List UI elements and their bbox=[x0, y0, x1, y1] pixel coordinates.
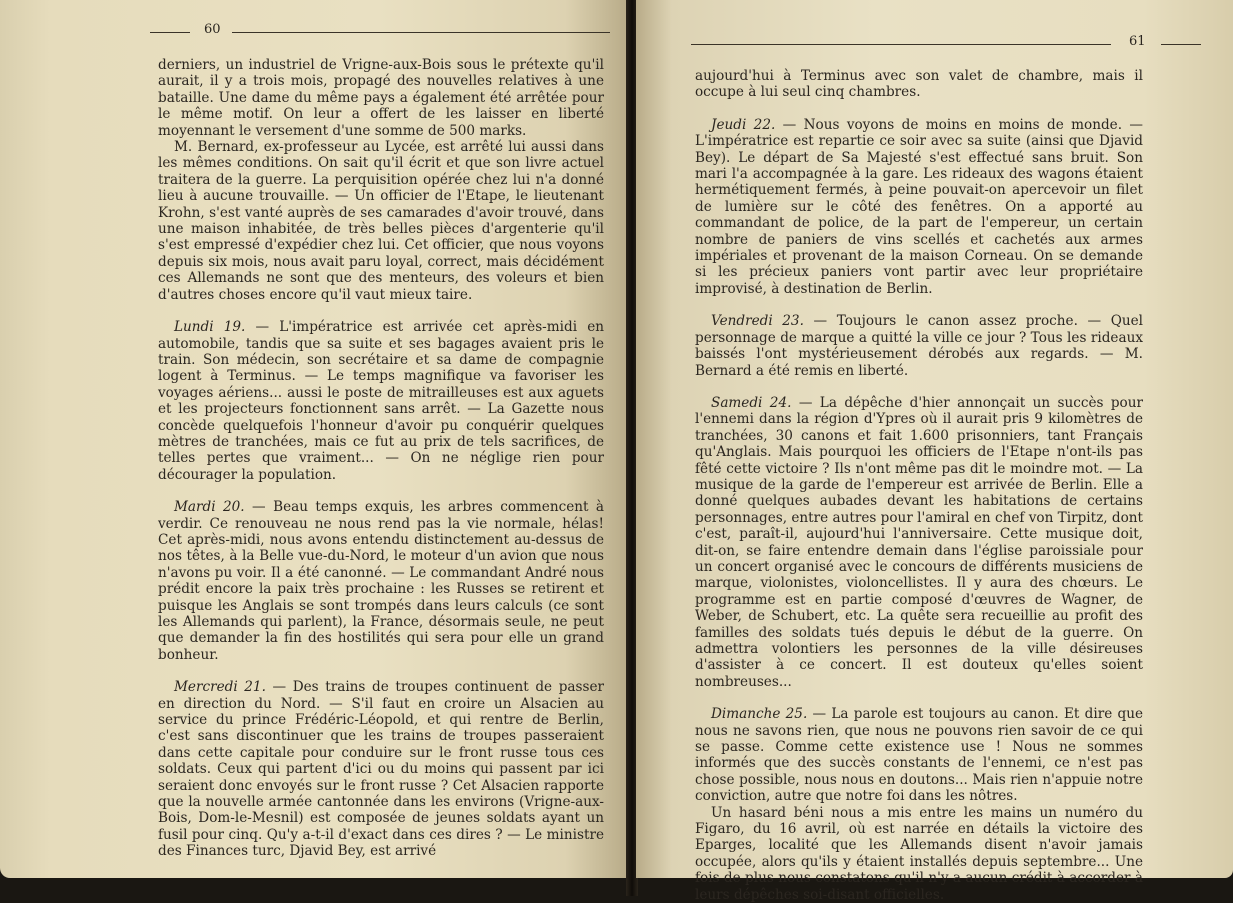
left-page-header bbox=[150, 22, 610, 42]
paragraph: Un hasard béni nous a mis entre les mains un numéro du Figaro, du 16 avril, où est narrée en détails la victoire des Eparges, localité que les Allemands disent n'avoir jamais occupée, alors qu'ils y étaient installés depuis septembre... Une fois de plus nous constatons qu'il n'y a aucun crédit à accorder à leurs dépêches soi-disant officielles. bbox=[695, 804, 1143, 903]
page-number: 60 bbox=[204, 22, 221, 37]
entry-date: Dimanche 25. bbox=[711, 706, 808, 723]
paragraph: Mardi 20. — Beau temps exquis, les arbres commencent à verdir. Ce renouveau ne nous rend pas la vie normale, hélas! Cet après-midi, nous avons entendu distinctement au-dessus de nos têtes, à la Belle vue-du-Nord, le moteur d'un avion que nous n'avons pu voir. Il a été canonné. — Le commandant André nous prédit encore la paix très prochaine : les Russes se retirent et puisque les Anglais se sont trompés dans leurs calculs (ce sont les Allemands qui parlent), la France, désormais seule, ne peut que demander la fin des hostilités qui sera pour elle un grand bonheur. bbox=[158, 499, 604, 663]
header-rule-short bbox=[150, 32, 190, 33]
paragraph: M. Bernard, ex-professeur au Lycée, est arrêté lui aussi dans les mêmes conditions. On sait qu'il écrit et que son livre actuel traitera de la guerre. La perquisition opérée chez lui n'a donné lieu à aucune trouvaille. — Un officier de l'Etape, le lieutenant Krohn, s'est vanté auprès de ses camarades d'avoir trouvé, dans une maison inhabitée, de très belles pièces d'argenterie qu'il s'est empressé d'expédier chez lui. Cet officier, que nous voyons depuis six mois, nous avait paru loyal, correct, mais décidément ces Allemands ne sont que des menteurs, des voleurs et bien d'autres choses encore qu'il vaut mieux taire. bbox=[158, 139, 604, 303]
header-rule-long bbox=[232, 32, 610, 33]
paragraph: aujourd'hui à Terminus avec son valet de chambre, mais il occupe à lui seul cinq chambres. bbox=[695, 68, 1143, 101]
paragraph: derniers, un industriel de Vrigne-aux-Bois sous le prétexte qu'il aurait, il y a trois mois, propagé des nouvelles relatives à une bataille. Une dame du même pays a également été arrêtée pour le même motif. On leur a offert de les laisser en liberté moyennant le versement d'une somme de 500 marks. bbox=[158, 57, 604, 139]
header-rule-long bbox=[691, 44, 1111, 45]
paragraph: Lundi 19. — L'impératrice est arrivée cet après-midi en automobile, tandis que sa suite et ses bagages avaient pris le train. Son médecin, son secrétaire et sa dame de compagnie logent à Terminus. — Le temps magnifique va favoriser les voyages aériens... aussi le poste de mitrailleuses est aux aguets et les projecteurs fonctionnent sans arrêt. — La Gazette nous concède quelquefois l'honneur d'avoir pu conquérir quelques mètres de tranchées, mais ce fut au prix de tels sacrifices, de telles pertes que vraiment... — On ne néglige rien pour décourager la population. bbox=[158, 319, 604, 483]
entry-date: Samedi 24. bbox=[711, 394, 792, 411]
entry-date: Vendredi 23. bbox=[711, 313, 804, 330]
left-page-text bbox=[158, 57, 604, 860]
right-page-text bbox=[695, 68, 1143, 903]
header-rule-short bbox=[1161, 44, 1201, 45]
left-page bbox=[0, 0, 628, 878]
right-page bbox=[636, 0, 1233, 903]
entry-date: Jeudi 22. bbox=[711, 116, 776, 133]
entry-date: Mercredi 21. bbox=[174, 679, 266, 696]
entry-date: Mardi 20. bbox=[174, 499, 245, 516]
paragraph: Samedi 24. — La dépêche d'hier annonçait un succès pour l'ennemi dans la région d'Ypres où il aurait pris 9 kilomètres de tranchées, 30 canons et fait 1.600 prisonniers, tant Français qu'Anglais. Mais pourquoi les officiers de l'Etape n'ont-ils pas fêté cette victoire ? Ils n'ont même pas dit le moindre mot. — La musique de la garde de l'empereur est arrivée de Berlin. Elle a donné quelques aubades devant les habitations de certains personnages, entre autres pour l'amiral en chef von Tirpitz, dont c'est, paraît-il, aujourd'hui l'anniversaire. Cette musique doit, dit-on, se faire entendre demain dans l'église paroissiale pour un concert organisé avec le concours de différents musiciens de marque, violonistes, violoncellistes. Il y aura des chœurs. Le programme est en partie composé d'œuvres de Wagner, de Weber, de Schubert, etc. La quête sera recueillie au profit des familles des soldats tués depuis le début de la guerre. On admettra volontiers les personnes de la ville désireuses d'assister à ce concert. Il est douteux qu'elles soient nombreuses... bbox=[695, 394, 1143, 690]
right-page-header bbox=[691, 22, 1201, 49]
paragraph: Vendredi 23. — Toujours le canon assez proche. — Quel personnage de marque a quitté la ville ce jour ? Tous les rideaux baissés l'ont mystérieusement dérobés aux regards. — M. Bernard a été remis en liberté. bbox=[695, 313, 1143, 379]
page-number: 61 bbox=[1129, 34, 1146, 49]
paragraph: Dimanche 25. — La parole est toujours au canon. Et dire que nous ne savons rien, que nous ne pouvons rien savoir de ce qui se passe. Comme cette existence use ! Nous ne sommes informés que des succès constants de l'ennemi, ce n'est pas chose possible, nous nous en doutons... Mais rien n'appuie notre conviction, autre que notre foi dans les nôtres. bbox=[695, 706, 1143, 805]
paragraph: Mercredi 21. — Des trains de troupes continuent de passer en direction du Nord. — S'il faut en croire un Alsacien au service du prince Frédéric-Léopold, et qui rentre de Berlin, c'est sans discontinuer que les trains de troupes passeraient dans cette capitale pour conduire sur le front russe tous ces soldats. Ceux qui partent d'ici ou du moins qui passent par ici seraient donc envoyés sur le front russe ? Cet Alsacien rapporte que la nouvelle armée cantonnée dans les environs (Vrigne-aux-Bois, Dom-le-Mesnil) est composée de jeunes soldats ayant un fusil pour cinq. Qu'y a-t-il d'exact dans ces dires ? — Le ministre des Finances turc, Djavid Bey, est arrivé bbox=[158, 679, 605, 860]
paragraph: Jeudi 22. — Nous voyons de moins en moins de monde. — L'impératrice est repartie ce soir avec sa suite (ainsi que Djavid Bey). Le départ de Sa Majesté s'est effectué sans bruit. Son mari l'a accompagnée à la gare. Les rideaux des wagons étaient hermétiquement fermés, à peine pouvait-on apercevoir un filet de lumière sur le côté des fenêtres. On a apporté au commandant de police, de la part de l'empereur, un certain nombre de paniers de vins scellés et cachetés aux armes impériales et provenant de la maison Corneau. On se demande si les précieux paniers vont partir avec leur propriétaire improvisé, à destination de Berlin. bbox=[695, 116, 1143, 297]
entry-date: Lundi 19. bbox=[174, 319, 246, 336]
